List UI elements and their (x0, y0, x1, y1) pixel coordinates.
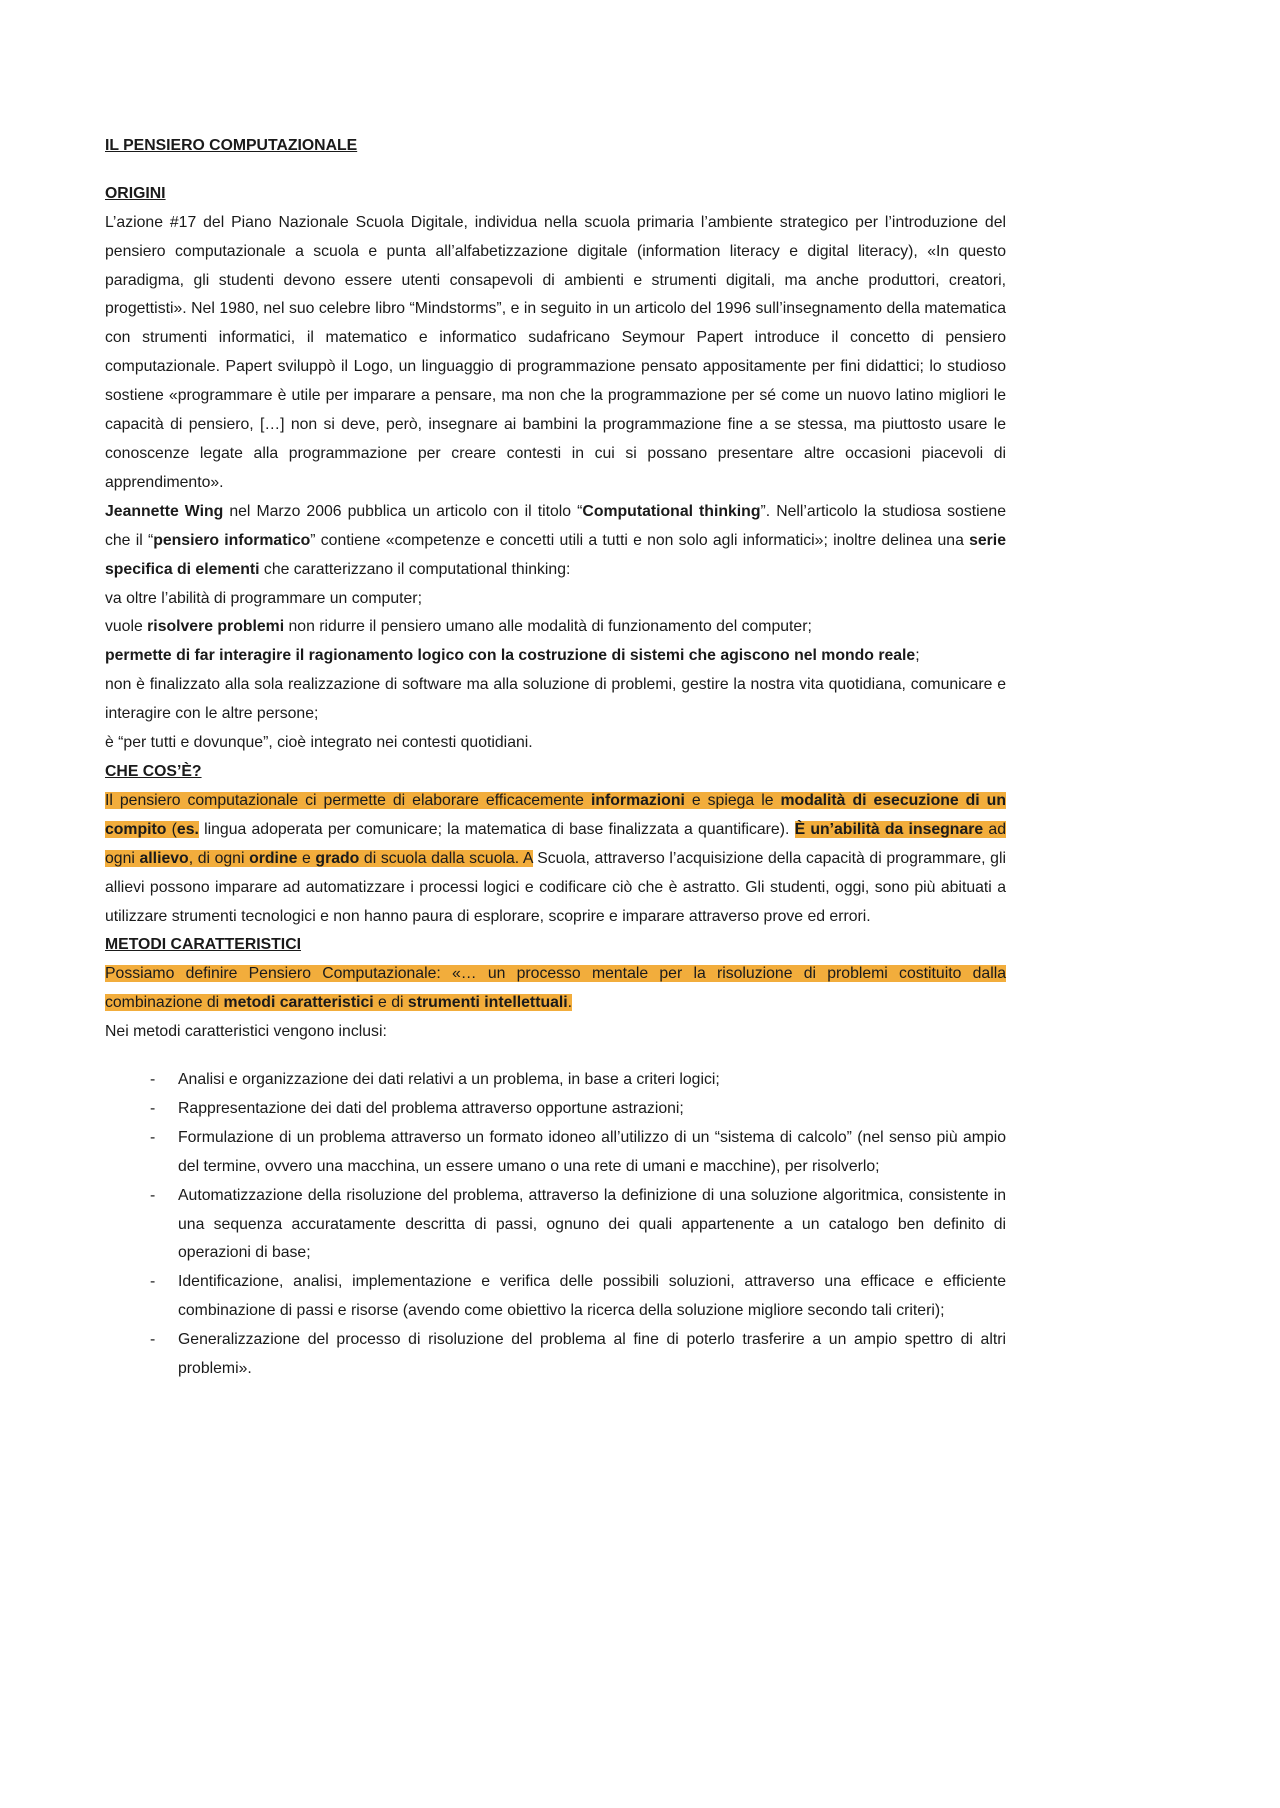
text-run: metodi caratteristici (223, 994, 374, 1012)
text-run: vuole (105, 618, 148, 636)
text-run: è “per tutti e dovunque”, cioè integrato nei contesti quotidiani. (105, 734, 533, 752)
text-run: e di (373, 994, 408, 1012)
blank (105, 1047, 1006, 1066)
text-run: ” contiene «competenze e concetti utili a tutti e non solo agli informatici»; inoltre delinea una (310, 531, 970, 549)
paragraph (105, 642, 1006, 671)
text-run: Generalizzazione del processo di risoluzione del problema al fine di poterlo trasferire a un ampio spettro di altri problemi». (178, 1331, 1006, 1378)
list-dash-marker: - (150, 1099, 156, 1117)
text-run: e spiega le (684, 791, 781, 809)
doc-title (105, 132, 1006, 161)
text-run: modalità di esecuzione di un compito (105, 791, 1006, 838)
text-run: ordine (249, 849, 298, 867)
text-run: lingua adoperata per comunicare; la matematica di base finalizzata a quantificare). (198, 820, 795, 838)
list-item-text (178, 1095, 1006, 1124)
text-run: permette di far interagire il ragionamento logico con la costruzione di sistemi che agiscono nel mondo reale (105, 647, 916, 665)
text-run: IL PENSIERO COMPUTAZIONALE (105, 137, 358, 154)
text-run: un processo mentale per la risoluzione di problemi costituito dalla combinazione di (105, 965, 1006, 1012)
text-run: Il pensiero computazionale ci permette di elaborare efficacemente (105, 791, 591, 809)
heading-che-cose (105, 758, 1006, 787)
text-run: informazioni (590, 791, 685, 809)
list-item (105, 1182, 1006, 1269)
text-run: va oltre l’abilità di programmare un computer; (105, 589, 422, 607)
list-item (105, 1268, 1006, 1326)
list-item-text (178, 1124, 1006, 1182)
paragraph (105, 1018, 1006, 1047)
paragraph (105, 585, 1006, 614)
text-run: Rappresentazione dei dati del problema attraverso opportune astrazioni; (178, 1099, 684, 1117)
paragraph (105, 960, 1006, 1018)
blank (105, 161, 1006, 180)
text-run: . (567, 994, 573, 1012)
text-run: serie specifica di elementi (105, 531, 1006, 578)
text-run: CHE COS’È? (105, 762, 202, 780)
text-run: e (297, 849, 316, 867)
text-run: Scuola, attraverso l’acquisizione della capacità di programmare, gli allievi possono imparare ad automatizzare i processi logici e codificare ciò che è astratto. Gli studenti, oggi, sono più abituati a utilizzare strumenti tecnologici e non hanno paura di esplorare, scoprire e imparare attraverso prove ed errori. (105, 849, 1006, 925)
list-item (105, 1124, 1006, 1182)
text-run: di scuola dalla scuola. (359, 849, 520, 867)
text-run: A (519, 849, 533, 867)
text-run: ORIGINI (105, 184, 166, 202)
text-run: , di ogni (188, 849, 250, 867)
text-run: Computational thinking (582, 502, 761, 520)
list-item (105, 1326, 1006, 1384)
text-run: pensiero informatico (153, 531, 311, 549)
text-run: grado (315, 849, 360, 867)
text-run: ad ogni (105, 820, 1006, 867)
text-run: È un’abilità da insegnare (794, 820, 984, 838)
paragraph (105, 498, 1006, 585)
text-run: es. (176, 820, 199, 838)
document-content (105, 132, 1006, 1384)
list-dash-marker: - (150, 1128, 156, 1146)
paragraph (105, 787, 1006, 932)
text-run: Formulazione di un problema attraverso un formato idoneo all’utilizzo di un “sistema di calcolo” (nel senso più ampio del termine, ovvero una macchina, un essere umano o una rete di umani e macchine), per risolverlo; (178, 1128, 1006, 1175)
paragraph (105, 209, 1006, 498)
text-run: L’azione #17 del Piano Nazionale Scuola Digitale, individua nella scuola primaria l’ambiente strategico per l’introduzione del pensiero computazionale a scuola e punta all’alfabetizzazione digitale (information literacy e digital literacy), «In questo paradigma, gli studenti devono essere utenti consapevoli di ambienti e strumenti digitali, ma anche produttori, creatori, progettisti». Nel 1980, nel suo celebre libro “Mindstorms”, e in seguito in un articolo del 1996 sull’insegnamento della matematica con strumenti informatici, il matematico e informatico sudafricano Seymour Papert introduce il concetto di pensiero computazionale. Papert sviluppò il Logo, un linguaggio di programmazione pensato appositamente per fini didattici; lo studioso sostiene «programmare è utile per imparare a pensare, ma non che la programmazione per sé come un nuovo latino migliori le capacità di pensiero, […] non si deve, però, insegnare ai bambini la programmazione fine a se stessa, ma piuttosto usare le conoscenze legate alla programmazione per creare contesti in cui si possano presentare altre occasioni piacevoli di apprendimento». (105, 213, 1006, 491)
text-run: strumenti intellettuali (407, 994, 568, 1012)
text-run: Jeannette Wing (105, 502, 224, 520)
text-run: Nei metodi caratteristici vengono inclusi: (105, 1023, 387, 1041)
text-run: Automatizzazione della risoluzione del problema, attraverso la definizione di una soluzione algoritmica, consistente in una sequenza accuratamente descritta di passi, ognuno dei quali appartenente a un catalogo ben definito di operazioni di base; (178, 1186, 1006, 1262)
text-run: non ridurre il pensiero umano alle modalità di funzionamento del computer; (284, 618, 812, 636)
list-item (105, 1066, 1006, 1095)
list-item (105, 1095, 1006, 1124)
text-run: Possiamo definire Pensiero Computazionale: «… (105, 965, 488, 983)
list-item-text (178, 1066, 1006, 1095)
paragraph (105, 729, 1006, 758)
text-run: Analisi e organizzazione dei dati relativi a un problema, in base a criteri logici; (178, 1071, 720, 1088)
text-run: che caratterizzano il computational thinking: (259, 560, 571, 578)
text-run: Identificazione, analisi, implementazione e verifica delle possibili soluzioni, attraverso una efficace e efficiente combinazione di passi e risorse (avendo come obiettivo la ricerca della soluzione migliore secondo tali criteri); (178, 1273, 1006, 1320)
heading-origini (105, 180, 1006, 209)
list-dash-marker: - (150, 1186, 156, 1204)
text-run: METODI CARATTERISTICI (105, 936, 301, 954)
text-run: ; (915, 647, 920, 665)
list-item-text (178, 1326, 1006, 1384)
list-dash-marker: - (150, 1273, 156, 1291)
paragraph (105, 613, 1006, 642)
text-run: ( (166, 820, 177, 838)
list-item-text (178, 1268, 1006, 1326)
text-run: non è finalizzato alla sola realizzazione di software ma alla soluzione di problemi, gestire la nostra vita quotidiana, comunicare e interagire con le altre persone; (105, 676, 1006, 723)
list-dash-marker: - (150, 1071, 156, 1088)
text-run: ”. Nell’articolo la studiosa sostiene che il “ (105, 502, 1006, 549)
text-run: risolvere problemi (147, 618, 285, 636)
text-run: nel Marzo 2006 pubblica un articolo con il titolo “ (223, 502, 583, 520)
text-run: allievo (139, 849, 189, 867)
list-dash-marker: - (150, 1331, 156, 1349)
list-item-text (178, 1182, 1006, 1269)
heading-metodi (105, 931, 1006, 960)
paragraph (105, 671, 1006, 729)
